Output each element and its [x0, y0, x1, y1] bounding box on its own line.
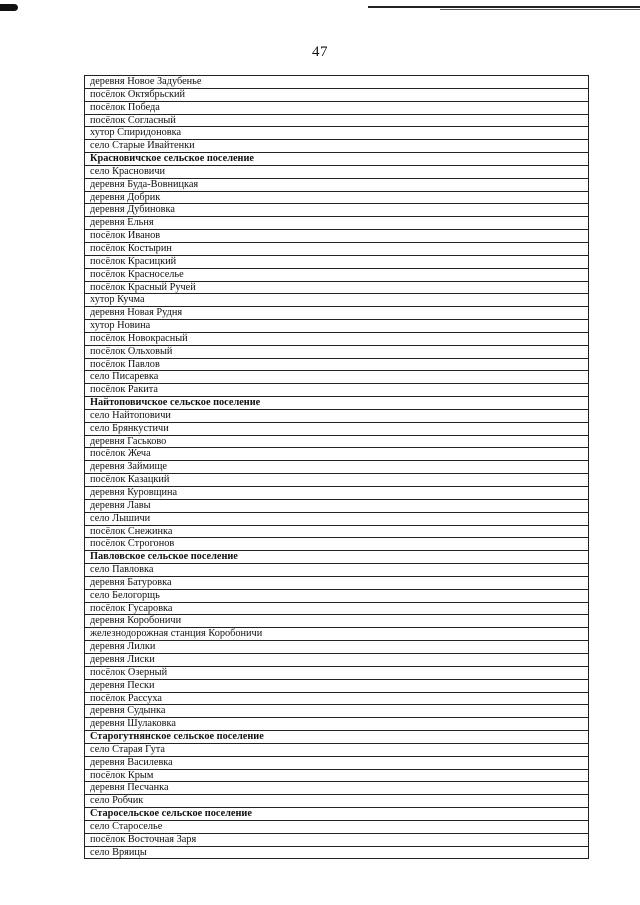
table-row: село Робчик — [85, 795, 588, 808]
section-header-row: Старосельское сельское поселение — [85, 808, 588, 821]
section-header-row: Павловское сельское поселение — [85, 551, 588, 564]
top-rule-thin — [440, 9, 640, 10]
table-row: посёлок Согласный — [85, 115, 588, 128]
table-row: деревня Буда-Вовницкая — [85, 179, 588, 192]
table-row: посёлок Красицкий — [85, 256, 588, 269]
table-row: деревня Пески — [85, 680, 588, 693]
table-row: посёлок Иванов — [85, 230, 588, 243]
section-header-row: Найтоповичское сельское поселение — [85, 397, 588, 410]
top-rule — [368, 6, 640, 8]
table-row: посёлок Рассуха — [85, 693, 588, 706]
table-row: посёлок Красноселье — [85, 269, 588, 282]
table-row: село Старые Ивайтенки — [85, 140, 588, 153]
section-header-row: Красновичское сельское поселение — [85, 153, 588, 166]
table-row: деревня Гаськово — [85, 436, 588, 449]
table-row: деревня Дубиновка — [85, 204, 588, 217]
table-row: село Красновичи — [85, 166, 588, 179]
table-row: село Староселье — [85, 821, 588, 834]
table-row: посёлок Жеча — [85, 448, 588, 461]
table-row: посёлок Октябрьский — [85, 89, 588, 102]
table-row: село Писаревка — [85, 371, 588, 384]
table-row: посёлок Павлов — [85, 359, 588, 372]
table-row: деревня Песчанка — [85, 782, 588, 795]
table-row: посёлок Снежинка — [85, 526, 588, 539]
table-row: посёлок Новокрасный — [85, 333, 588, 346]
table-row: деревня Ельня — [85, 217, 588, 230]
table-row: деревня Новая Рудня — [85, 307, 588, 320]
section-header-row: Старогутнянское сельское поселение — [85, 731, 588, 744]
table-row: деревня Судынка — [85, 705, 588, 718]
table-row: посёлок Ракита — [85, 384, 588, 397]
table-row: посёлок Победа — [85, 102, 588, 115]
table-row: село Павловка — [85, 564, 588, 577]
table-row: хутор Кучма — [85, 294, 588, 307]
table-row: посёлок Костырин — [85, 243, 588, 256]
table-row: село Вряицы — [85, 847, 588, 860]
table-row: деревня Добрик — [85, 192, 588, 205]
table-row: посёлок Озерный — [85, 667, 588, 680]
table-row: посёлок Ольховый — [85, 346, 588, 359]
table-row: посёлок Крым — [85, 770, 588, 783]
page-number: 47 — [312, 44, 328, 60]
table-row: село Белогорщь — [85, 590, 588, 603]
table-row: деревня Коробоничи — [85, 615, 588, 628]
table-row: деревня Займище — [85, 461, 588, 474]
table-row: посёлок Красный Ручей — [85, 282, 588, 295]
table-row: село Лышичи — [85, 513, 588, 526]
table-row: деревня Лиски — [85, 654, 588, 667]
table-row: посёлок Строгонов — [85, 538, 588, 551]
table-row: деревня Новое Задубенье — [85, 76, 588, 89]
table-row: село Брянкустичи — [85, 423, 588, 436]
table-row: село Найтоповичи — [85, 410, 588, 423]
table-row: хутор Новина — [85, 320, 588, 333]
table-row: хутор Спиридоновка — [85, 127, 588, 140]
table-row: деревня Шулаковка — [85, 718, 588, 731]
table-row: деревня Батуровка — [85, 577, 588, 590]
table-row: деревня Лавы — [85, 500, 588, 513]
table-row: деревня Куровщина — [85, 487, 588, 500]
table-row: посёлок Казацкий — [85, 474, 588, 487]
table-row: деревня Василевка — [85, 757, 588, 770]
settlements-table — [84, 75, 589, 859]
table-row: деревня Лилки — [85, 641, 588, 654]
scan-corner-mark — [0, 4, 18, 11]
table-row: посёлок Гусаровка — [85, 603, 588, 616]
table-row: посёлок Восточная Заря — [85, 834, 588, 847]
table-row: железнодорожная станция Коробоничи — [85, 628, 588, 641]
table-row: село Старая Гута — [85, 744, 588, 757]
